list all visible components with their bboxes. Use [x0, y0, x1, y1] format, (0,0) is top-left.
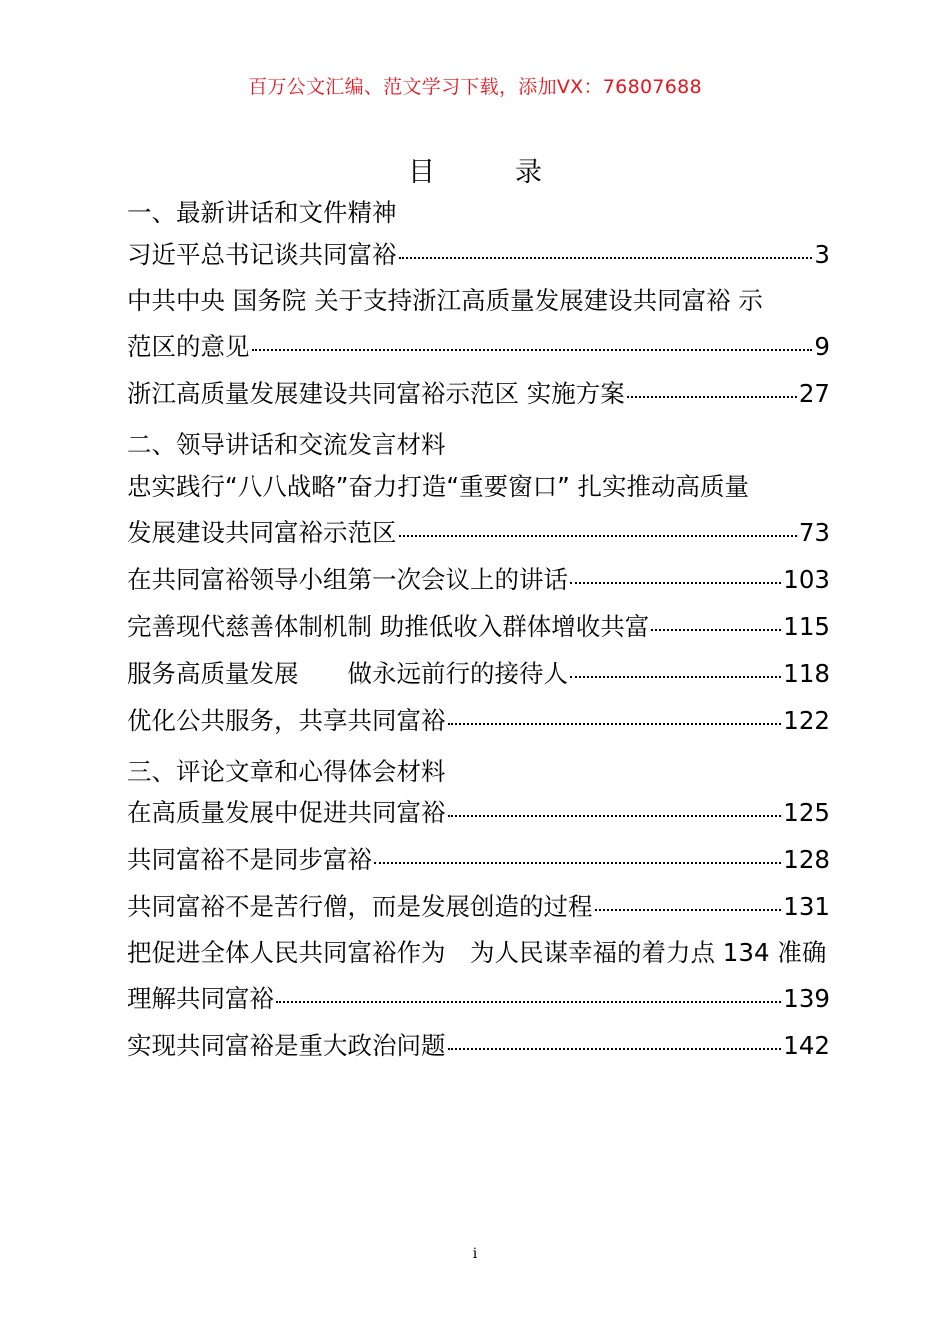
toc-entry-page: 142: [783, 1031, 830, 1060]
page-number: i: [472, 1246, 478, 1262]
leader-dots: [399, 257, 813, 259]
toc-entry-page: 3: [814, 240, 830, 269]
leader-dots: [448, 723, 782, 725]
toc-entry[interactable]: [127, 843, 830, 877]
leader-dots: [374, 862, 781, 864]
toc-entry[interactable]: [127, 516, 830, 550]
toc-entry[interactable]: [127, 330, 830, 364]
toc-entry-page: 128: [783, 845, 830, 874]
toc-entry-page: 73: [798, 518, 830, 547]
toc-entry[interactable]: [127, 610, 830, 644]
toc-entry-title: 共同富裕不是同步富裕: [127, 845, 372, 874]
toc-entry-page: 9: [814, 332, 830, 361]
toc-entry[interactable]: [127, 1029, 830, 1063]
toc-entry[interactable]: [127, 563, 830, 597]
toc-entry-page: 115: [783, 612, 830, 641]
title-char-left: 目: [408, 157, 435, 188]
leader-dots: [448, 815, 782, 817]
toc-entry-page: 103: [783, 565, 830, 594]
toc-entry-title: 范区的意见: [127, 332, 250, 361]
section-heading-2: 二、领导讲话和交流发言材料: [127, 430, 446, 459]
toc-entry-page: 118: [783, 659, 830, 688]
toc-entry-title-line1: 中共中央 国务院 关于支持浙江高质量发展建设共同富裕 示: [127, 286, 763, 315]
toc-entry-title: 实现共同富裕是重大政治问题: [127, 1031, 446, 1060]
leader-dots: [570, 676, 781, 678]
toc-entry-title: 完善现代慈善体制机制 助推低收入群体增收共富: [127, 612, 650, 641]
toc-entry[interactable]: [127, 704, 830, 738]
toc-entry[interactable]: [127, 796, 830, 830]
leader-dots: [448, 1048, 782, 1050]
toc-entry[interactable]: [127, 982, 830, 1016]
toc-entry[interactable]: [127, 238, 830, 272]
toc-entry-title: 习近平总书记谈共同富裕: [127, 240, 397, 269]
title-char-right: 录: [515, 157, 542, 188]
toc-entry[interactable]: [127, 657, 830, 691]
toc-entry-page: 139: [783, 984, 830, 1013]
toc-entry[interactable]: [127, 890, 830, 924]
toc-entry-title: 服务高质量发展 做永远前行的接待人: [127, 659, 568, 688]
leader-dots: [252, 349, 813, 351]
toc-entry-title: 发展建设共同富裕示范区: [127, 518, 397, 547]
leader-dots: [651, 629, 781, 631]
toc-entry-title-line1: 忠实践行“八八战略”奋力打造“重要窗口” 扎实推动高质量: [127, 472, 750, 501]
section-heading-3: 三、评论文章和心得体会材料: [127, 757, 446, 786]
toc-entry-title: 在共同富裕领导小组第一次会议上的讲话: [127, 565, 568, 594]
toc-entry-title: 共同富裕不是苦行僧，而是发展创造的过程: [127, 892, 593, 921]
toc-entry-page: 122: [783, 706, 830, 735]
toc-entry[interactable]: [127, 377, 830, 411]
toc-entry-page: 125: [783, 798, 830, 827]
toc-entry-title: 在高质量发展中促进共同富裕: [127, 798, 446, 827]
toc-entry-title: 浙江高质量发展建设共同富裕示范区 实施方案: [127, 379, 625, 408]
leader-dots: [627, 396, 797, 398]
section-heading-1: 一、最新讲话和文件精神: [127, 198, 397, 227]
toc-entry-title: 优化公共服务，共享共同富裕: [127, 706, 446, 735]
watermark-header: 百万公文汇编、范文学习下载，添加VX：76807688: [248, 76, 702, 98]
leader-dots: [570, 582, 781, 584]
toc-entry-page: 27: [798, 379, 830, 408]
leader-dots: [276, 1001, 781, 1003]
toc-entry-page: 131: [783, 892, 830, 921]
toc-entry-title-line1: 把促进全体人民共同富裕作为 为人民谋幸福的着力点 134 准确: [127, 938, 827, 967]
leader-dots: [595, 909, 782, 911]
page-title: [0, 150, 950, 189]
toc-entry-title: 理解共同富裕: [127, 984, 274, 1013]
leader-dots: [399, 535, 797, 537]
